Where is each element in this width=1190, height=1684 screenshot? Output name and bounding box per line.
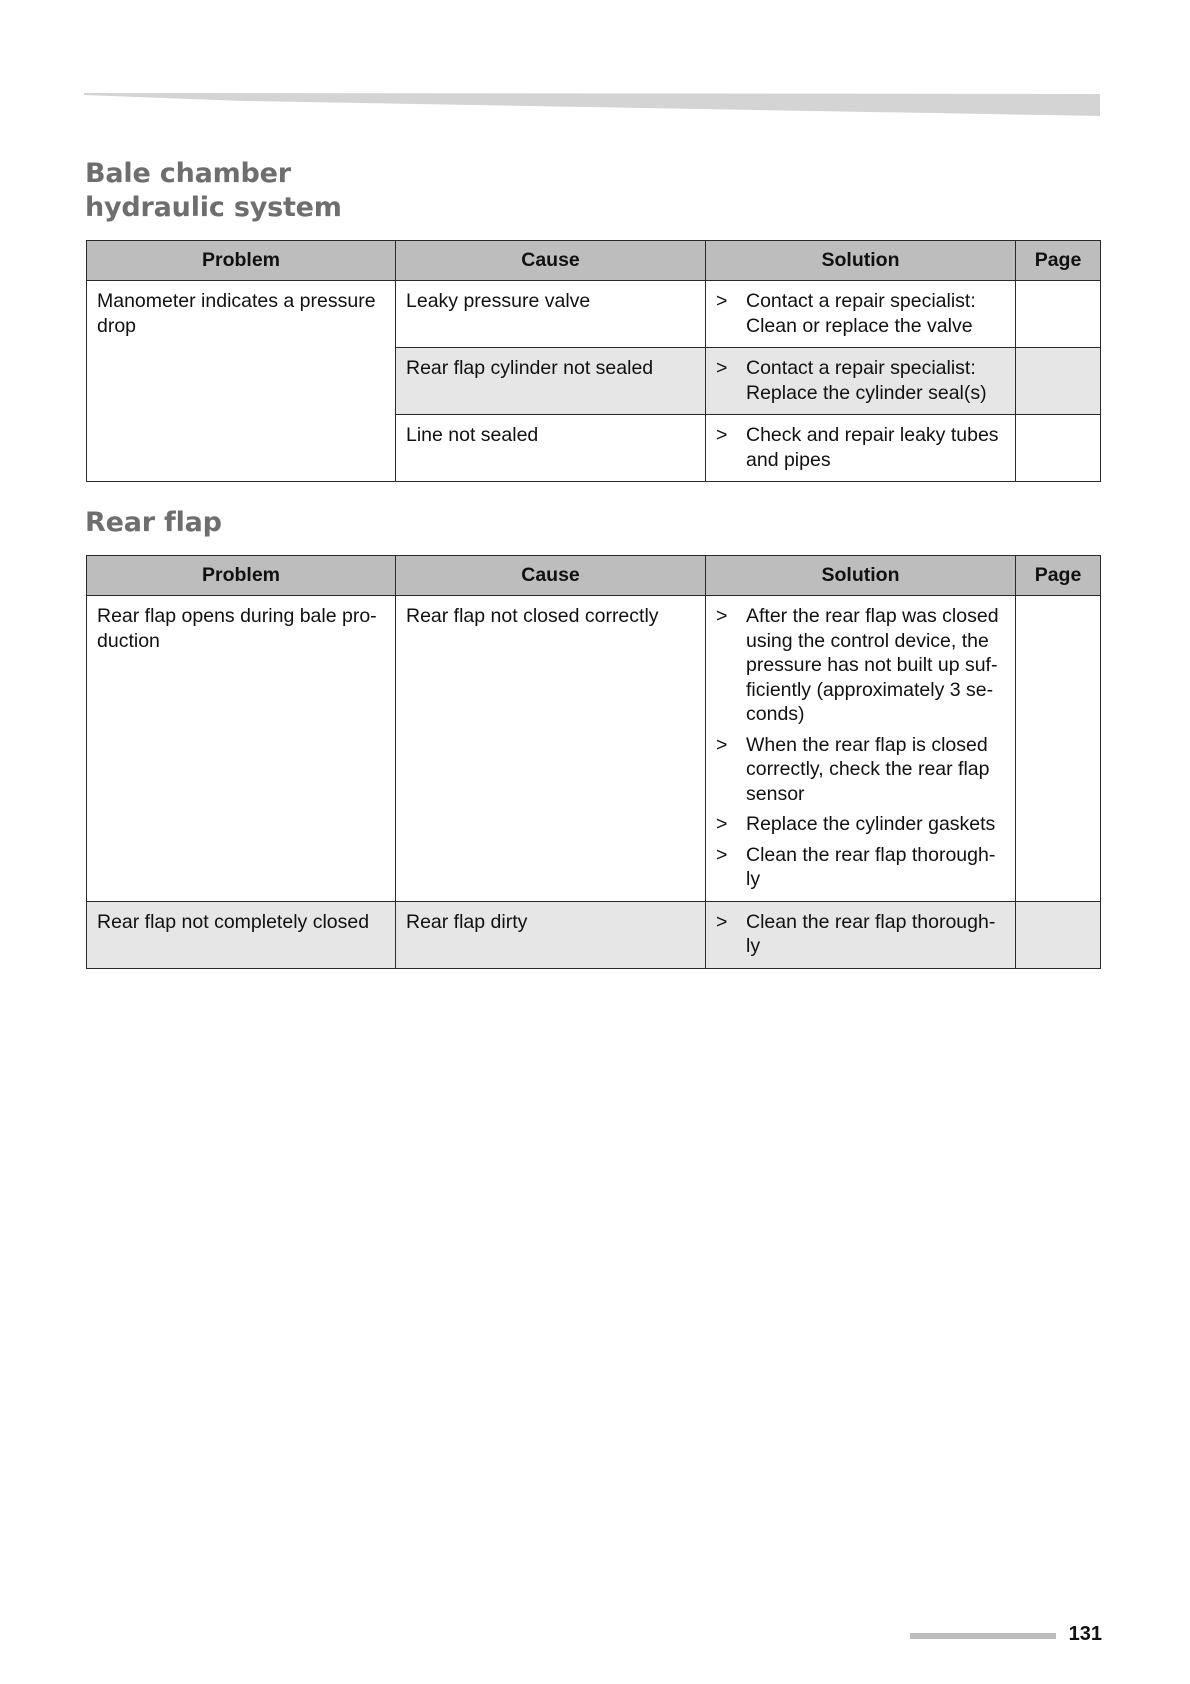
section-title-bale-chamber: Bale chamber hydraulic system [85,158,342,223]
solution-item: > Replace the cylinder gaskets [716,813,996,835]
section-title-rear-flap: Rear flap [85,507,222,538]
bale-chamber-hydraulic-table [86,240,1101,482]
header-problem: Problem [87,556,396,596]
footer-bar [910,1633,1056,1639]
table-header-row [87,556,1101,596]
solution-item: > Contact a repair specialist: Clean or replace the valve [716,290,976,337]
table-row [87,901,1101,968]
page-cell [1016,901,1101,968]
header-band [84,90,1100,116]
solution-cell [706,596,1016,902]
solution-cell [706,415,1016,482]
page-cell [1016,348,1101,415]
bullet-marker: > [716,813,728,835]
bullet-marker: > [716,605,728,627]
bullet-marker: > [716,843,728,866]
cause-cell: Line not sealed [396,415,706,482]
bullet-marker: > [716,290,728,312]
page-cell [1016,281,1101,348]
table-row [87,281,1101,348]
solution-item: > When the rear flap is closed correctly, check the rear flap sensor [716,733,990,805]
solution-cell [706,281,1016,348]
table-row [87,596,1101,902]
header-solution: Solution [706,241,1016,281]
bullet-marker: > [716,910,728,933]
solution-cell [706,901,1016,968]
bullet-marker: > [716,357,728,379]
page-cell [1016,415,1101,482]
header-page: Page [1016,241,1101,281]
cause-cell: Leaky pressure valve [396,281,706,348]
header-cause: Cause [396,241,706,281]
solution-item: > Clean the rear flap thorough-ly [716,843,996,890]
rear-flap-table [86,555,1101,969]
bullet-marker: > [716,424,728,446]
page-cell [1016,596,1101,902]
cause-cell: Rear flap dirty [396,901,706,968]
header-solution: Solution [706,556,1016,596]
solution-item: > Contact a repair specialist: Replace the cylinder seal(s) [716,357,987,404]
solution-cell [706,348,1016,415]
header-cause: Cause [396,556,706,596]
page-number: 131 [1068,1623,1102,1645]
solution-item: > Clean the rear flap thorough-ly [716,910,996,957]
problem-cell: Rear flap opens during bale pro-duction [87,596,396,902]
header-page: Page [1016,556,1101,596]
cause-cell: Rear flap not closed correctly [396,596,706,902]
problem-cell: Rear flap not completely closed [87,901,396,968]
problem-cell: Manometer indicates a pressure drop [87,281,396,482]
header-problem: Problem [87,241,396,281]
table-header-row [87,241,1101,281]
solution-item: > Check and repair leaky tubes and pipes [716,424,999,471]
solution-item: > After the rear flap was closed using the control device, the pressure has not built up suf-ficiently (approximately 3 se-conds) [716,605,999,725]
cause-cell: Rear flap cylinder not sealed [396,348,706,415]
bullet-marker: > [716,733,728,756]
